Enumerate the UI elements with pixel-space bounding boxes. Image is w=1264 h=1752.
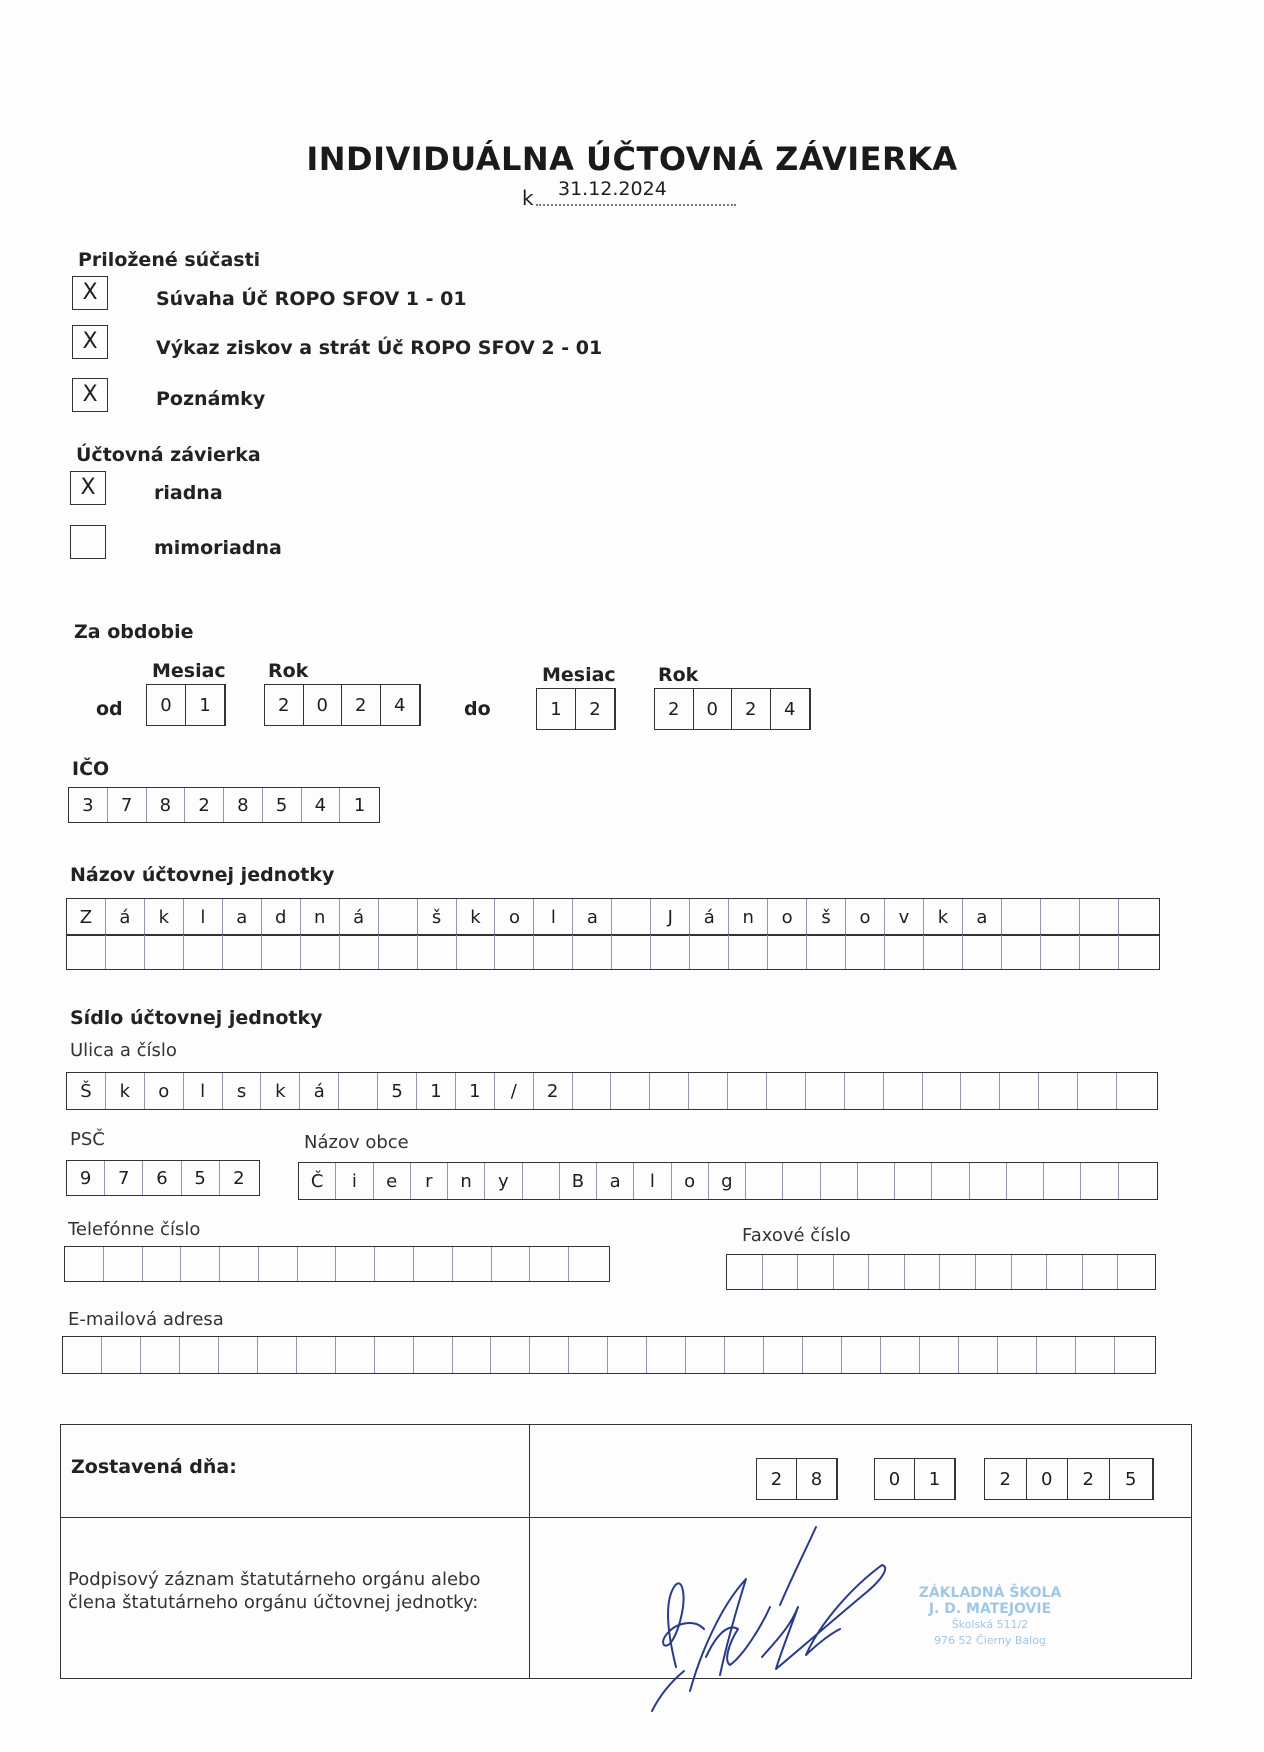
char-cell: l (634, 1163, 671, 1199)
char-cell (970, 1163, 1007, 1199)
char-cell (885, 935, 924, 969)
char-cell (297, 1337, 336, 1373)
char-cell (67, 935, 106, 969)
compiled-month-field[interactable] (874, 1458, 956, 1500)
compiled-year-field[interactable] (984, 1458, 1154, 1500)
char-cell (1039, 1073, 1078, 1109)
char-cell: a (573, 899, 612, 935)
char-cell (1078, 1073, 1117, 1109)
char-cell: B (560, 1163, 597, 1199)
char-cell (184, 935, 223, 969)
char-cell (842, 1337, 881, 1373)
char-cell (803, 1337, 842, 1373)
char-cell: o (672, 1163, 709, 1199)
char-cell (573, 1073, 612, 1109)
char-cell (258, 1337, 297, 1373)
char-cell (924, 935, 963, 969)
handwritten-signature (620, 1525, 940, 1715)
char-cell (262, 935, 301, 969)
digit-cell: 2 (185, 788, 224, 822)
char-cell (298, 1247, 337, 1281)
compiled-label: Zostavená dňa: (71, 1456, 237, 1478)
unit-name-row1[interactable] (66, 898, 1160, 936)
digit-cell: 1 (353, 794, 366, 816)
char-cell: k (106, 1073, 145, 1109)
char-cell: Z (67, 899, 106, 935)
char-cell (259, 1247, 298, 1281)
char-cell (530, 1247, 569, 1281)
char-cell (1041, 899, 1080, 935)
char-cell (336, 1247, 375, 1281)
char-cell (63, 1337, 102, 1373)
compiled-day-field[interactable] (756, 1458, 838, 1500)
psc-label: PSČ (70, 1129, 105, 1150)
char-cell (895, 1163, 932, 1199)
psc-field[interactable] (66, 1160, 260, 1196)
char-cell (573, 935, 612, 969)
char-cell (375, 1337, 414, 1373)
checkbox-regular-label: riadna (154, 482, 223, 504)
char-cell: y (485, 1163, 522, 1199)
digit-cell: 2 (985, 1459, 1027, 1499)
as-of-date: 31.12.2024 (558, 178, 667, 200)
char-cell (106, 935, 145, 969)
char-cell (1117, 1073, 1156, 1109)
char-cell: Š (67, 1073, 106, 1109)
char-cell: J (651, 899, 690, 935)
char-cell (690, 935, 729, 969)
digit-cell: 0 (304, 685, 343, 725)
to-year-field[interactable] (654, 688, 811, 730)
digit-cell: 0 (694, 689, 733, 729)
char-cell (746, 1163, 783, 1199)
char-cell: š (807, 899, 846, 935)
char-cell (834, 1255, 870, 1289)
char-cell: k (261, 1073, 300, 1109)
char-cell: l (184, 899, 223, 935)
char-cell: 7 (105, 1161, 143, 1195)
ico-label: IČO (72, 758, 110, 780)
to-year-label: Rok (658, 664, 699, 686)
char-cell (798, 1255, 834, 1289)
char-cell (301, 935, 340, 969)
digit-cell: 8 (224, 788, 263, 822)
closing-heading: Účtovná závierka (76, 444, 261, 466)
char-cell (959, 1337, 998, 1373)
char-cell (647, 1337, 686, 1373)
char-cell: r (411, 1163, 448, 1199)
char-cell (650, 1073, 689, 1109)
char-cell (689, 1073, 728, 1109)
char-cell (1083, 1255, 1119, 1289)
char-cell (145, 935, 184, 969)
digit-cell: 0 (875, 1459, 915, 1499)
char-cell: o (495, 899, 534, 935)
unit-name-row2[interactable] (66, 934, 1160, 970)
char-cell (763, 1255, 799, 1289)
char-cell (1080, 935, 1119, 969)
char-cell (920, 1337, 959, 1373)
char-cell: g (709, 1163, 746, 1199)
digit-cell: 0 (1027, 1459, 1069, 1499)
char-cell (1002, 935, 1041, 969)
char-cell (869, 1255, 905, 1289)
char-cell (608, 1337, 647, 1373)
digit-cell: 2 (655, 689, 694, 729)
char-cell: o (145, 1073, 184, 1109)
char-cell: v (885, 899, 924, 935)
char-cell (1002, 899, 1041, 935)
char-cell (379, 935, 418, 969)
digit-cell: 5 (1110, 1459, 1153, 1499)
char-cell (453, 1247, 492, 1281)
char-cell (102, 1337, 141, 1373)
char-cell: 1 (417, 1073, 456, 1109)
char-cell: á (340, 899, 379, 935)
from-label: od (96, 698, 123, 720)
digit-cell: 8 (797, 1459, 837, 1499)
char-cell (414, 1247, 453, 1281)
char-cell (180, 1337, 219, 1373)
street-field[interactable] (66, 1072, 1158, 1110)
attached-heading: Priložené súčasti (78, 249, 261, 271)
char-cell (1119, 935, 1158, 969)
char-cell: l (534, 899, 573, 935)
phone-label: Telefónne číslo (68, 1219, 201, 1240)
to-label: do (464, 698, 491, 720)
char-cell: a (963, 899, 1002, 935)
email-label: E-mailová adresa (68, 1309, 224, 1330)
char-cell (1119, 899, 1158, 935)
digit-cell: 1 (915, 1459, 955, 1499)
digit-cell: 2 (1068, 1459, 1110, 1499)
char-cell (339, 1073, 378, 1109)
char-cell (141, 1337, 180, 1373)
char-cell (1037, 1337, 1076, 1373)
char-cell: o (768, 899, 807, 935)
char-cell: n (448, 1163, 485, 1199)
to-month-label: Mesiac (542, 664, 616, 686)
char-cell (1044, 1163, 1081, 1199)
digit-cell: 2 (342, 685, 381, 725)
char-cell: á (300, 1073, 339, 1109)
char-cell (611, 1073, 650, 1109)
panel-divider-vertical (529, 1425, 530, 1678)
char-cell (963, 935, 1002, 969)
as-of-prefix: k (522, 186, 534, 210)
city-field[interactable] (298, 1162, 1158, 1200)
char-cell (1047, 1255, 1083, 1289)
char-cell (725, 1337, 764, 1373)
char-cell (1081, 1163, 1118, 1199)
char-cell (932, 1163, 969, 1199)
char-cell (807, 935, 846, 969)
ico-field[interactable] (68, 787, 380, 823)
stamp-line1: ZÁKLADNÁ ŠKOLA (918, 1585, 1062, 1601)
digit-cell: 4 (381, 685, 420, 725)
char-cell (418, 935, 457, 969)
char-cell (1076, 1337, 1115, 1373)
char-cell (534, 935, 573, 969)
checkbox-notes[interactable]: X (72, 378, 108, 412)
char-cell (881, 1337, 920, 1373)
char-cell: a (597, 1163, 634, 1199)
digit-cell: 7 (108, 788, 147, 822)
digit-cell: 0 (147, 685, 186, 725)
stamp-line2: J. D. MATEJOVIE (928, 1601, 1052, 1617)
char-cell (998, 1337, 1037, 1373)
char-cell (1007, 1163, 1044, 1199)
char-cell (569, 1337, 608, 1373)
unit-name-label: Názov účtovnej jednotky (70, 864, 335, 886)
char-cell (220, 1247, 259, 1281)
digit-cell: 8 (147, 788, 186, 822)
char-cell (767, 1073, 806, 1109)
char-cell (727, 1255, 763, 1289)
char-cell (1000, 1073, 1039, 1109)
checkbox-extraordinary[interactable] (70, 525, 106, 559)
char-cell (1041, 935, 1080, 969)
char-cell (340, 935, 379, 969)
signature-label-line2: člena štatutárneho orgánu účtovnej jednotky: (68, 1592, 479, 1613)
char-cell: o (846, 899, 885, 935)
to-month-field[interactable] (536, 688, 616, 730)
char-cell (495, 935, 534, 969)
char-cell (686, 1337, 725, 1373)
char-cell: d (262, 899, 301, 935)
char-cell (379, 899, 418, 935)
digit-cell: 3 (69, 788, 108, 822)
char-cell: k (145, 899, 184, 935)
char-cell: 5 (378, 1073, 417, 1109)
checkbox-profit-loss[interactable]: X (72, 325, 108, 359)
char-cell (612, 899, 651, 935)
char-cell: š (418, 899, 457, 935)
panel-divider-horizontal (61, 1517, 1191, 1518)
char-cell (223, 935, 262, 969)
char-cell: 1 (456, 1073, 495, 1109)
char-cell (940, 1255, 976, 1289)
digit-cell: 2 (576, 689, 615, 729)
char-cell: / (495, 1073, 534, 1109)
char-cell: n (729, 899, 768, 935)
digit-cell: 1 (186, 685, 225, 725)
char-cell: n (301, 899, 340, 935)
char-cell: 6 (143, 1161, 181, 1195)
char-cell (651, 935, 690, 969)
char-cell: s (223, 1073, 262, 1109)
char-cell (961, 1073, 1000, 1109)
char-cell (858, 1163, 895, 1199)
char-cell (806, 1073, 845, 1109)
char-cell: l (184, 1073, 223, 1109)
char-cell (414, 1337, 453, 1373)
signature-label-line1: Podpisový záznam štatutárneho orgánu alebo (68, 1569, 481, 1590)
checkbox-notes-label: Poznámky (156, 388, 266, 410)
char-cell: á (106, 899, 145, 935)
checkbox-balance-sheet-label: Súvaha Úč ROPO SFOV 1 - 01 (156, 288, 467, 310)
char-cell (491, 1337, 530, 1373)
char-cell (764, 1337, 803, 1373)
email-field[interactable] (62, 1336, 1156, 1374)
checkbox-balance-sheet[interactable]: X (72, 276, 108, 310)
char-cell (1080, 899, 1119, 935)
char-cell: 5 (182, 1161, 220, 1195)
from-month-field[interactable] (146, 684, 226, 726)
checkbox-extraordinary-label: mimoriadna (154, 537, 282, 559)
checkbox-regular[interactable]: X (70, 471, 106, 505)
char-cell (976, 1255, 1012, 1289)
digit-cell: 1 (537, 689, 576, 729)
char-cell (1012, 1255, 1048, 1289)
char-cell (104, 1247, 143, 1281)
char-cell (923, 1073, 962, 1109)
char-cell (143, 1247, 182, 1281)
char-cell: 2 (534, 1073, 573, 1109)
char-cell: k (924, 899, 963, 935)
char-cell (569, 1247, 608, 1281)
char-cell (845, 1073, 884, 1109)
digit-cell: 4 (771, 689, 810, 729)
signature-label (68, 1568, 480, 1614)
char-cell: á (690, 899, 729, 935)
char-cell: Č (299, 1163, 336, 1199)
char-cell (453, 1337, 492, 1373)
char-cell: 9 (67, 1161, 105, 1195)
char-cell (846, 935, 885, 969)
document-title: INDIVIDUÁLNA ÚČTOVNÁ ZÁVIERKA (306, 140, 958, 178)
stamp-line3: Školská 511/2 (951, 1618, 1029, 1631)
digit-cell: 5 (263, 788, 302, 822)
digit-cell: 2 (757, 1459, 797, 1499)
char-cell (492, 1247, 531, 1281)
char-cell (1119, 1163, 1156, 1199)
char-cell (728, 1073, 767, 1109)
char-cell (783, 1163, 820, 1199)
as-of-date-field (522, 178, 736, 208)
char-cell (612, 935, 651, 969)
char-cell: e (374, 1163, 411, 1199)
char-cell: k (457, 899, 496, 935)
char-cell (821, 1163, 858, 1199)
digit-cell: 2 (732, 689, 771, 729)
as-of-dotted-line (536, 204, 736, 206)
char-cell (768, 935, 807, 969)
char-cell (65, 1247, 104, 1281)
seat-heading: Sídlo účtovnej jednotky (70, 1007, 323, 1029)
char-cell (181, 1247, 220, 1281)
from-year-label: Rok (268, 660, 309, 682)
char-cell: i (336, 1163, 373, 1199)
char-cell (1115, 1337, 1154, 1373)
char-cell (1118, 1255, 1154, 1289)
char-cell (905, 1255, 941, 1289)
digit-cell: 4 (302, 788, 341, 822)
fax-field[interactable] (726, 1254, 1156, 1290)
from-year-field[interactable] (264, 684, 421, 726)
city-label: Názov obce (304, 1132, 409, 1153)
school-stamp (910, 1585, 1070, 1649)
from-month-label: Mesiac (152, 660, 226, 682)
char-cell (523, 1163, 560, 1199)
street-label: Ulica a číslo (70, 1040, 177, 1061)
char-cell (219, 1337, 258, 1373)
char-cell (884, 1073, 923, 1109)
phone-field[interactable] (64, 1246, 610, 1282)
char-cell: a (223, 899, 262, 935)
stamp-line4: 976 52 Čierny Balog (934, 1634, 1046, 1647)
digit-cell: 2 (265, 685, 304, 725)
char-cell (375, 1247, 414, 1281)
char-cell (729, 935, 768, 969)
fax-label: Faxové číslo (742, 1225, 851, 1246)
char-cell: 2 (233, 1167, 245, 1189)
period-heading: Za obdobie (74, 621, 194, 643)
char-cell (457, 935, 496, 969)
char-cell (336, 1337, 375, 1373)
checkbox-profit-loss-label: Výkaz ziskov a strát Úč ROPO SFOV 2 - 01 (156, 337, 603, 359)
char-cell (530, 1337, 569, 1373)
